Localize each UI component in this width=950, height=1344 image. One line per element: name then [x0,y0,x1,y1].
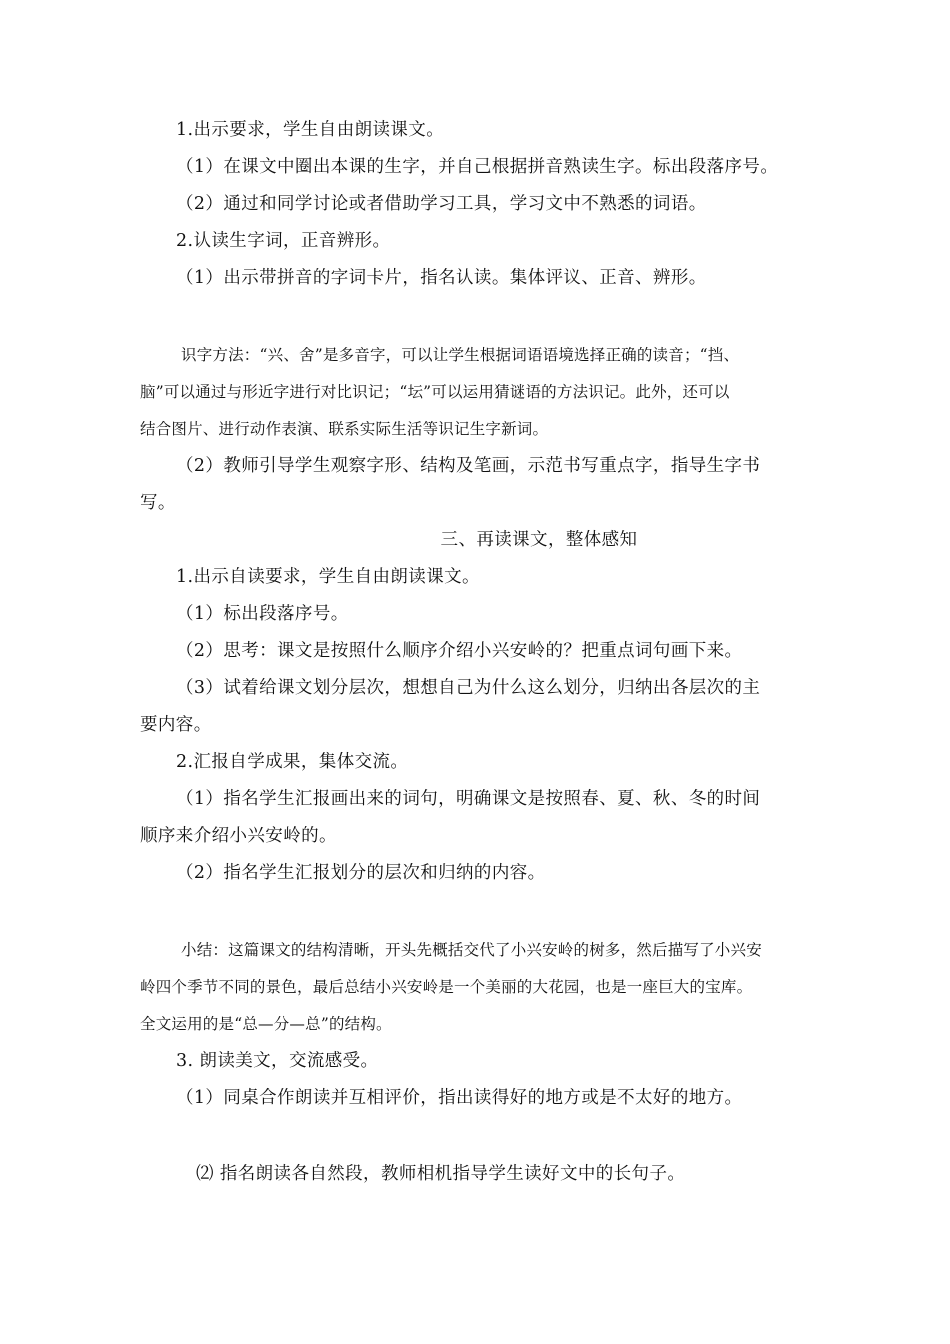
summary-paragraph-line-2: 岭四个季节不同的景色，最后总结小兴安岭是一个美丽的大花园，也是一座巨大的宝库。 [140,978,753,996]
step-2-heading: 2.认读生字词，正音辨形。 [176,231,391,251]
section-3-step-2-item-2: （2）指名学生汇报划分的层次和归纳的内容。 [176,863,546,883]
section-3-step-1-item-3-line-1: （3）试着给课文划分层次，想想自己为什么这么划分，归纳出各层次的主 [176,678,761,698]
section-3-step-3-heading: 3. 朗读美文，交流感受。 [176,1051,379,1071]
section-3-step-2-item-1-line-2: 顺序来介绍小兴安岭的。 [140,826,337,846]
section-3-step-3-item-1: （1）同桌合作朗读并互相评价，指出读得好的地方或是不太好的地方。 [176,1088,743,1108]
step-2-item-1: （1）出示带拼音的字词卡片，指名认读。集体评议、正音、辨形。 [176,268,707,288]
step-1-item-1: （1）在课文中圈出本课的生字，并自己根据拼音熟读生字。标出段落序号。 [176,157,779,177]
section-3-step-3-item-2: ⑵ 指名朗读各自然段，教师相机指导学生读好文中的长句子。 [196,1164,686,1184]
summary-paragraph-line-1: 小结：这篇课文的结构清晰，开头先概括交代了小兴安岭的树多，然后描写了小兴安 [181,941,762,959]
step-2-item-2-line-2: 写。 [140,493,176,513]
method-paragraph-line-2: 脑”可以通过与形近字进行对比识记；“坛”可以运用猜谜语的方法识记。此外，还可以 [140,383,730,401]
step-1-item-2: （2）通过和同学讨论或者借助学习工具，学习文中不熟悉的词语。 [176,194,707,214]
method-paragraph-line-3: 结合图片、进行动作表演、联系实际生活等识记生字新词。 [140,420,549,438]
step-1-heading: 1.出示要求，学生自由朗读课文。 [176,120,445,140]
section-3-step-2-item-1-line-1: （1）指名学生汇报画出来的词句，明确课文是按照春、夏、秋、冬的时间 [176,789,761,809]
summary-paragraph-line-3: 全文运用的是“总—分—总”的结构。 [140,1015,392,1033]
step-2-item-2-line-1: （2）教师引导学生观察字形、结构及笔画，示范书写重点字，指导生字书 [176,456,761,476]
section-3-step-1-item-3-line-2: 要内容。 [140,715,212,735]
method-paragraph-line-1: 识字方法：“兴、舍”是多音字，可以让学生根据词语语境选择正确的读音；“挡、 [181,346,740,364]
section-3-step-2-heading: 2.汇报自学成果，集体交流。 [176,752,409,772]
section-3-heading: 三、再读课文，整体感知 [440,530,638,550]
section-3-step-1-item-1: （1）标出段落序号。 [176,604,349,624]
section-3-step-1-heading: 1.出示自读要求，学生自由朗读课文。 [176,567,480,587]
section-3-step-1-item-2: （2）思考：课文是按照什么顺序介绍小兴安岭的？把重点词句画下来。 [176,641,743,661]
